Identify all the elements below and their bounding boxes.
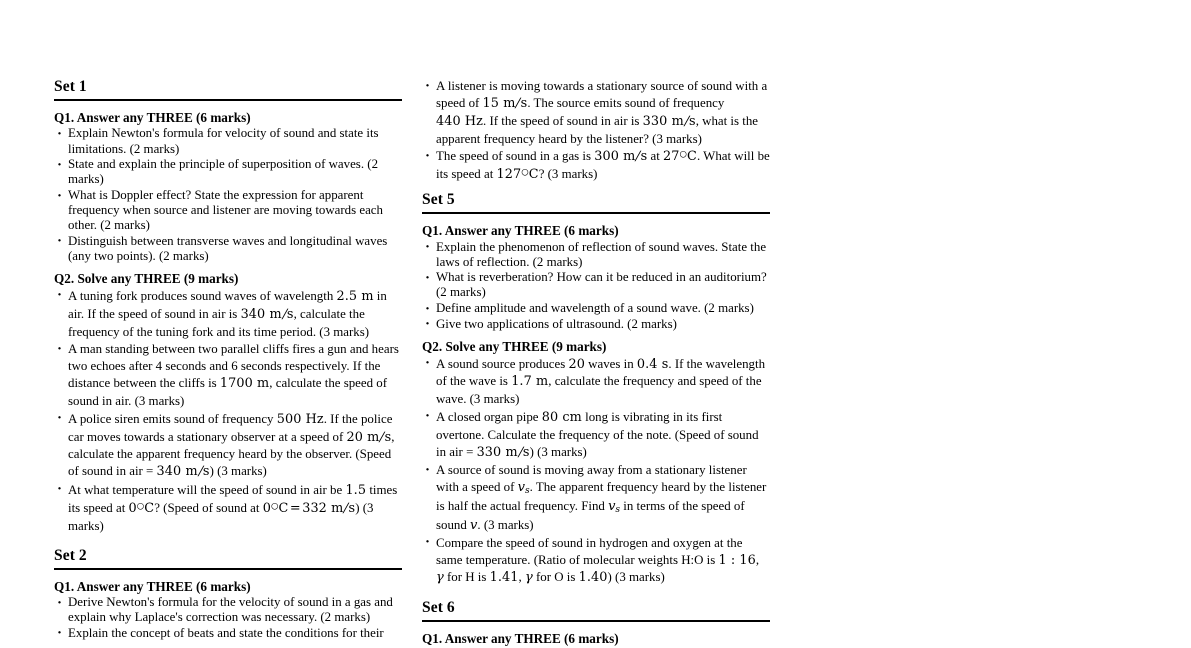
question-item-list bbox=[54, 288, 402, 535]
list-item: · Distinguish between transverse waves and longitudinal waves (any two points). (2 marks) bbox=[54, 234, 402, 264]
set-block-set-6 bbox=[422, 599, 770, 646]
set-rule bbox=[422, 620, 770, 622]
question-heading-q1: Q1. Answer any THREE (6 marks) bbox=[54, 578, 251, 594]
set-block-set-5 bbox=[422, 191, 770, 587]
set-heading-set-2: Set 2 bbox=[54, 546, 87, 564]
question-item-list bbox=[54, 595, 402, 641]
set-block-set-1 bbox=[54, 78, 402, 535]
set-rule bbox=[54, 99, 402, 101]
list-item: · The speed of sound in a gas is 300 m/s at 27○C. What will be its speed at 127○C? (3 marks) bbox=[422, 148, 770, 184]
list-item: · Explain the phenomenon of reflection of sound waves. State the laws of reflection. (2 marks) bbox=[422, 240, 770, 270]
question-heading-q1: Q1. Answer any THREE (6 marks) bbox=[422, 631, 619, 647]
list-item: · Define amplitude and wavelength of a sound wave. (2 marks) bbox=[422, 301, 770, 316]
list-item: · State and explain the principle of superposition of waves. (2 marks) bbox=[54, 157, 402, 187]
list-item: · A tuning fork produces sound waves of wavelength 2.5 m in air. If the speed of sound in air is 340 m/s, calculate the frequency of the tuning fork and its time period. (3 marks) bbox=[54, 288, 402, 341]
question-heading-q1: Q1. Answer any THREE (6 marks) bbox=[54, 109, 251, 125]
set-block-set-2 bbox=[54, 547, 402, 641]
set-heading-set-1: Set 1 bbox=[54, 78, 87, 95]
continued-item-list bbox=[422, 78, 770, 184]
list-item: · What is reverberation? How can it be reduced in an auditorium? (2 marks) bbox=[422, 270, 770, 300]
left-column bbox=[54, 78, 402, 648]
list-item: · A closed organ pipe 80 cm long is vibrating in its first overtone. Calculate the frequency of the note. (Speed of sound in air = 330 m/s) (3 marks) bbox=[422, 409, 770, 462]
question-heading-q2: Q2. Solve any THREE (9 marks) bbox=[54, 271, 239, 287]
list-item: · What is Doppler effect? State the expression for apparent frequency when source and listener are moving towards each other. (2 marks) bbox=[54, 188, 402, 233]
list-item: · Explain the concept of beats and state the conditions for their bbox=[54, 626, 402, 641]
list-item: · A police siren emits sound of frequency 500 Hz. If the police car moves towards a stationary observer at a speed of 20 m/s, calculate the apparent frequency heard by the observer. (Speed of sound in air = 340 m/s) (3 marks) bbox=[54, 411, 402, 482]
question-item-list bbox=[422, 356, 770, 588]
list-item: · Derive Newton's formula for the velocity of sound in a gas and explain why Laplace's correction was necessary. (2 marks) bbox=[54, 595, 402, 625]
list-item: · At what temperature will the speed of sound in air be 1.5 times its speed at 0○C? (Speed of sound at 0○C = 332 m/s) (3 marks) bbox=[54, 482, 402, 535]
list-item: · A source of sound is moving away from a stationary listener with a speed of vs. The apparent frequency heard by the listener is half the actual frequency. Find vs in terms of the speed of sound v. (3 marks) bbox=[422, 462, 770, 534]
question-item-list bbox=[54, 126, 402, 264]
set-heading-set-5: Set 5 bbox=[422, 191, 455, 209]
question-heading-q2: Q2. Solve any THREE (9 marks) bbox=[422, 338, 607, 354]
list-item: · A man standing between two parallel cliffs fires a gun and hears two echoes after 4 seconds and 6 seconds respectively. If the distance between the cliffs is 1700 m, calculate the speed of sound in air. (3 marks) bbox=[54, 341, 402, 410]
set-rule bbox=[54, 568, 402, 570]
list-item: · Give two applications of ultrasound. (2 marks) bbox=[422, 317, 770, 332]
list-item: · A listener is moving towards a stationary source of sound with a speed of 15 m/s. The source emits sound of frequency 440 Hz. If the speed of sound in air is 330 m/s, what is the apparent frequency heard by the listener? (3 marks) bbox=[422, 78, 770, 148]
set-rule bbox=[422, 212, 770, 214]
question-item-list bbox=[422, 240, 770, 332]
question-heading-q1: Q1. Answer any THREE (6 marks) bbox=[422, 222, 619, 238]
list-item: · A sound source produces 20 waves in 0.4 s. If the wavelength of the wave is 1.7 m, calculate the frequency and speed of the wave. (3 marks) bbox=[422, 356, 770, 409]
set-heading-set-6: Set 6 bbox=[422, 599, 455, 617]
right-column bbox=[422, 78, 770, 648]
list-item: · Compare the speed of sound in hydrogen and oxygen at the same temperature. (Ratio of molecular weights H:O is 1 : 16, γ for H is 1.41, γ for O is 1.40) (3 marks) bbox=[422, 535, 770, 588]
list-item: · Explain Newton's formula for velocity of sound and state its limitations. (2 marks) bbox=[54, 126, 402, 156]
